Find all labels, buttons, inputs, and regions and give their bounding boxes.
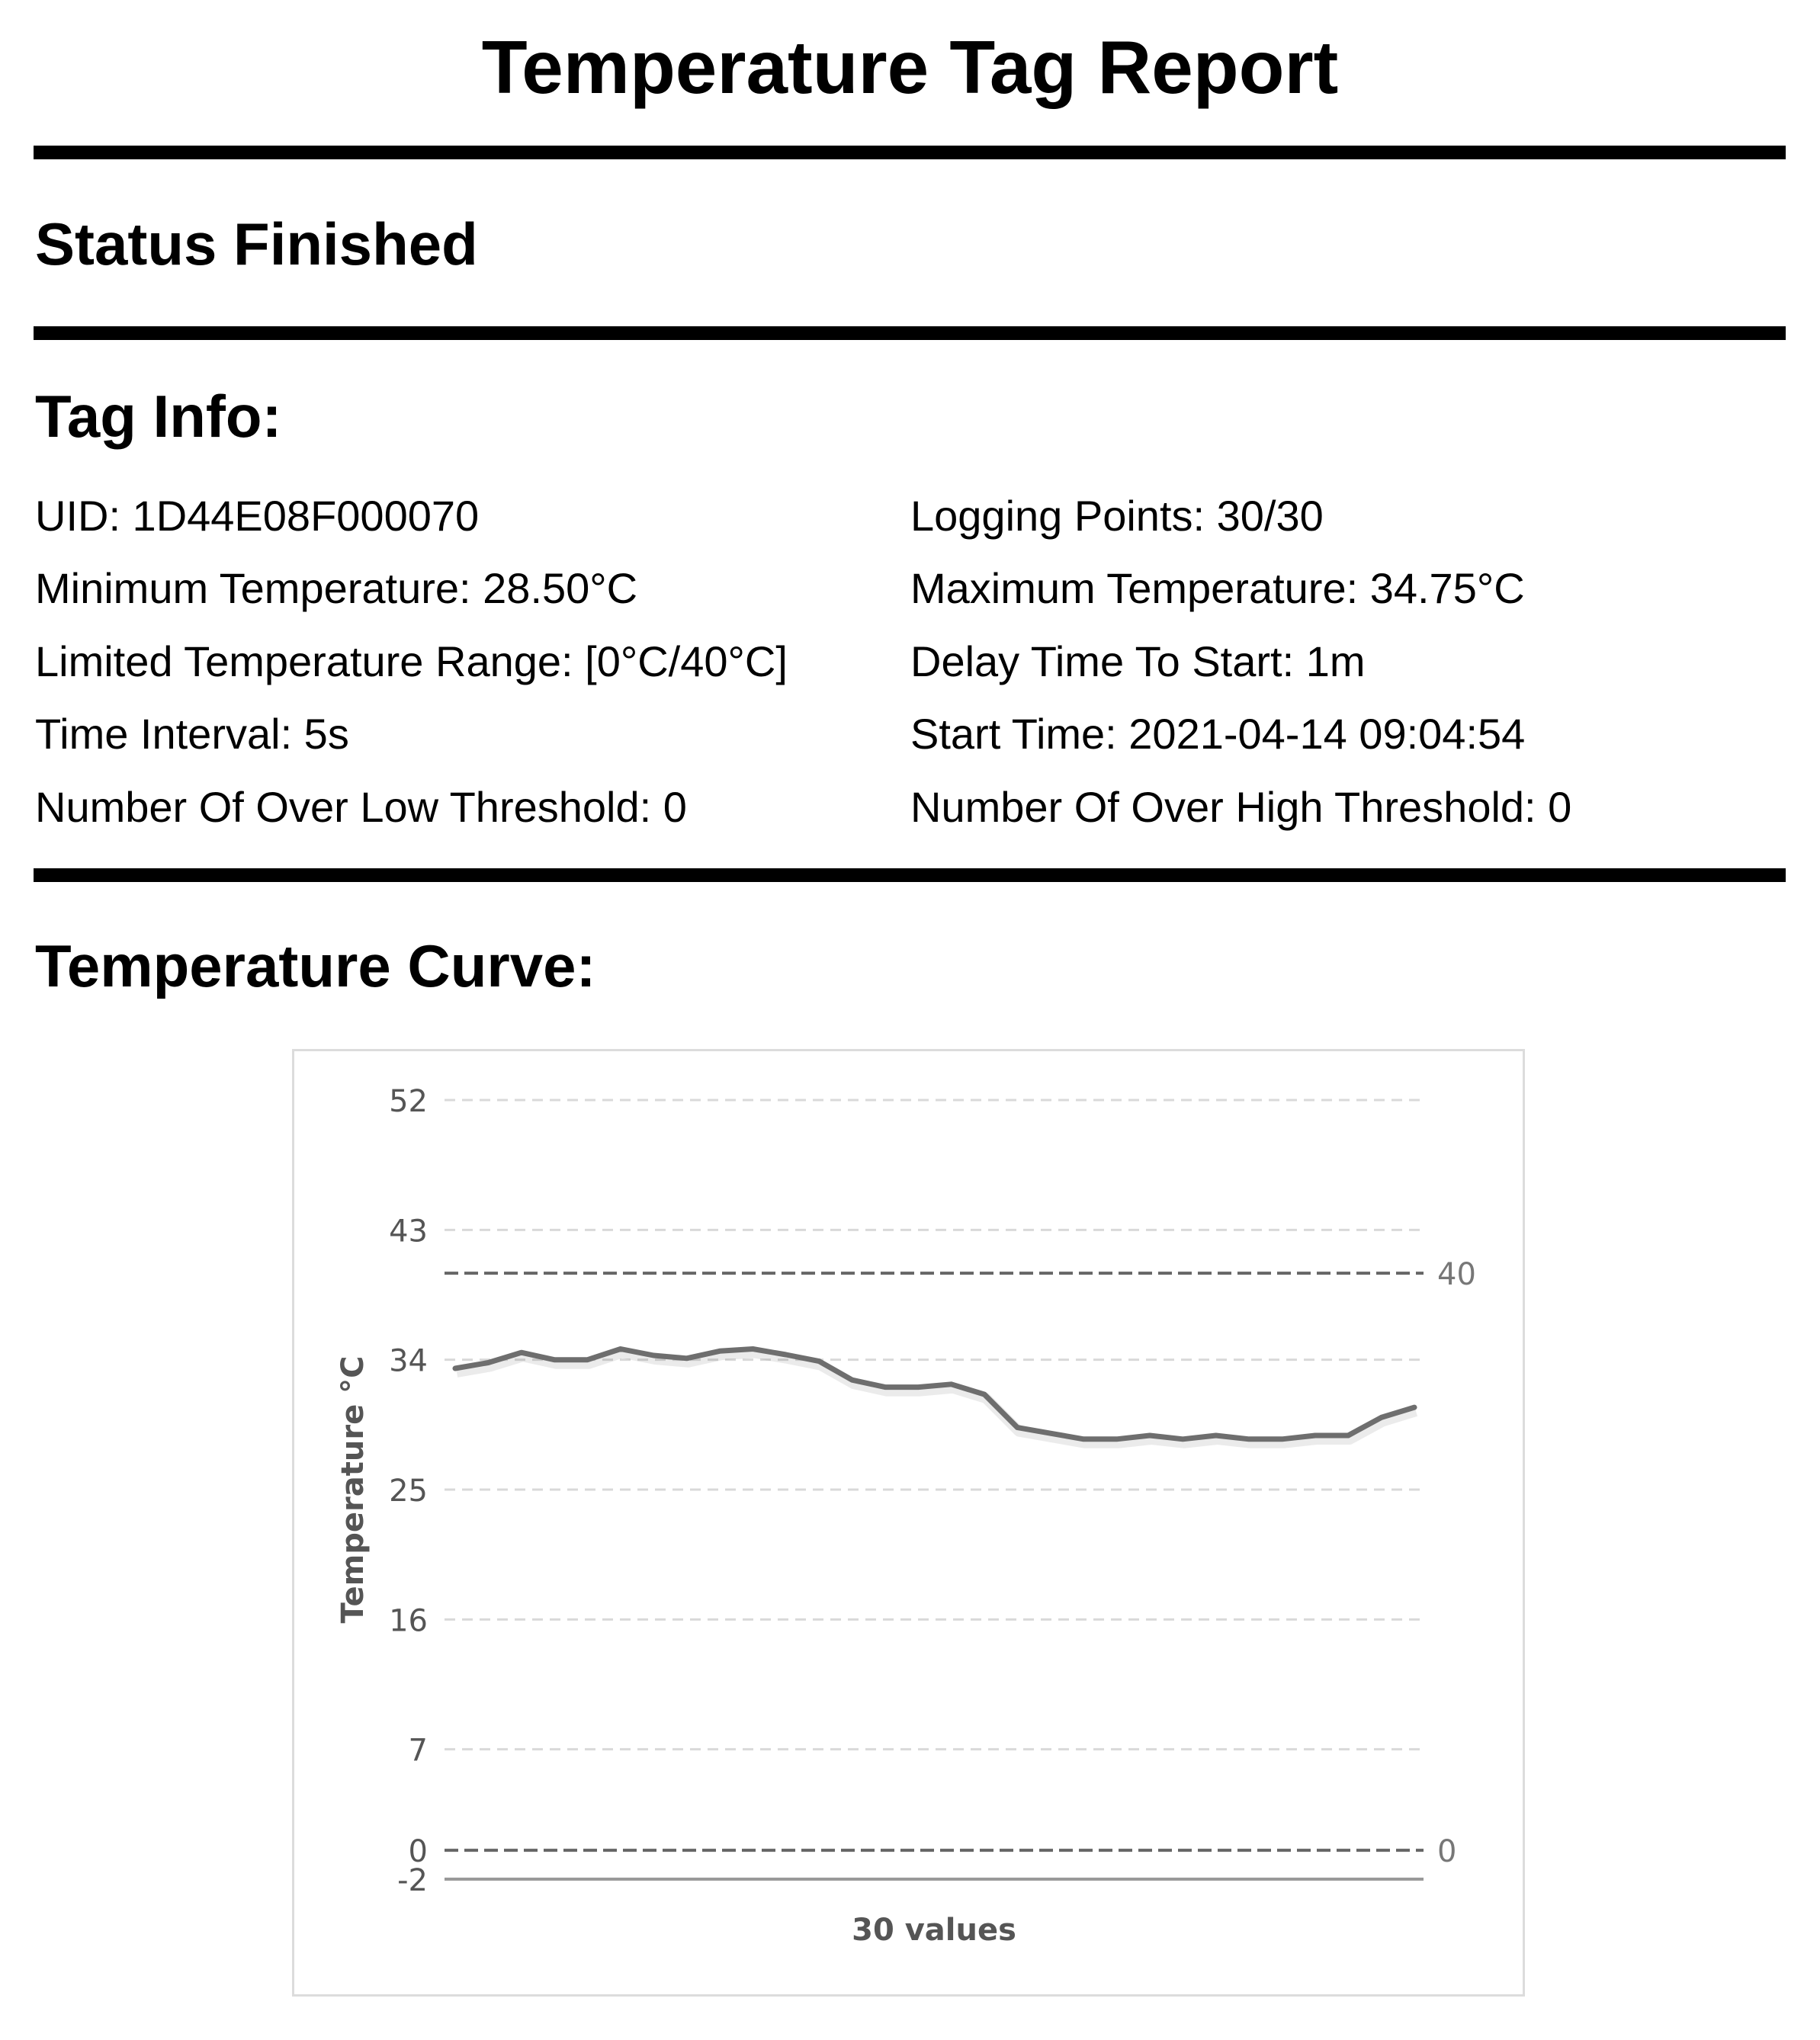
over-high-threshold-field: Number Of Over High Threshold: 0 (910, 783, 1572, 831)
temperature-chart (292, 1049, 1525, 1997)
y-tick-label: 52 (389, 1084, 428, 1119)
y-tick-label: 25 (389, 1474, 428, 1509)
y-tick-label: 7 (408, 1733, 428, 1769)
divider (34, 146, 1786, 159)
line-shadow (457, 1353, 1416, 1443)
delay-time-field: Delay Time To Start: 1m (910, 637, 1366, 685)
time-interval-field: Time Interval: 5s (35, 710, 349, 758)
y-axis-label: Temperature °C (335, 1355, 371, 1624)
x-axis-label: 30 values (852, 1913, 1016, 1948)
temp-range-field: Limited Temperature Range: [0°C/40°C] (35, 637, 788, 685)
logging-points-field: Logging Points: 30/30 (910, 492, 1324, 540)
y-tick-label: -2 (397, 1863, 428, 1898)
uid-field: UID: 1D44E08F000070 (35, 492, 480, 540)
divider (34, 326, 1786, 340)
y-tick-label: 34 (389, 1343, 428, 1379)
y-tick-label: 16 (389, 1603, 428, 1639)
temperature-line-chart (294, 1051, 1523, 1994)
min-temp-field: Minimum Temperature: 28.50°C (35, 564, 638, 612)
temperature-curve-heading: Temperature Curve: (35, 932, 596, 999)
status-text: Status Finished (35, 210, 478, 277)
max-temp-field: Maximum Temperature: 34.75°C (910, 564, 1525, 612)
over-low-threshold-field: Number Of Over Low Threshold: 0 (35, 783, 687, 831)
start-time-field: Start Time: 2021-04-14 09:04:54 (910, 710, 1526, 758)
y-tick-label: 43 (389, 1214, 428, 1249)
y-tick-label: 0 (408, 1834, 428, 1870)
tag-info-heading: Tag Info: (35, 383, 282, 450)
page-title: Temperature Tag Report (481, 25, 1339, 109)
threshold-label: 40 (1437, 1257, 1476, 1293)
divider (34, 868, 1786, 882)
threshold-label: 0 (1437, 1834, 1457, 1870)
